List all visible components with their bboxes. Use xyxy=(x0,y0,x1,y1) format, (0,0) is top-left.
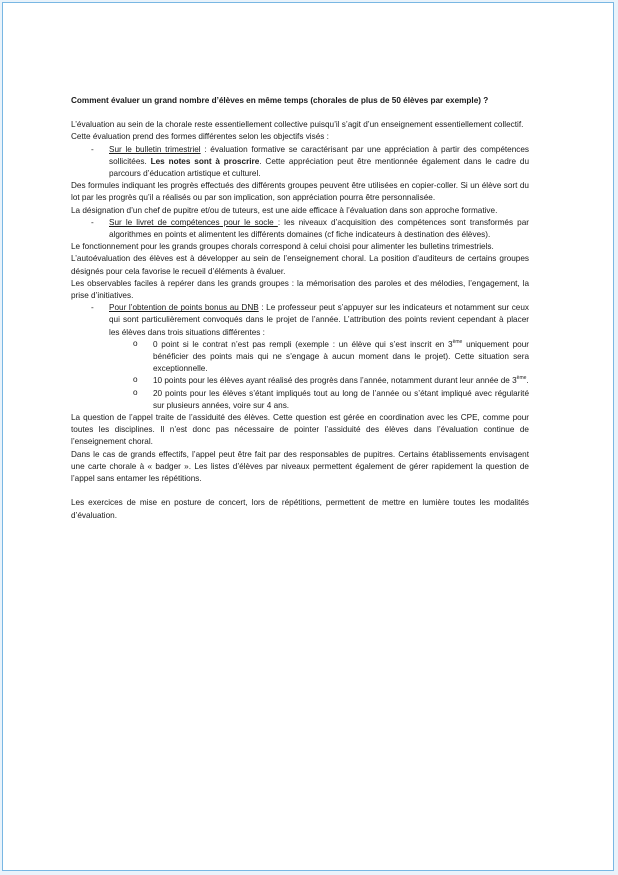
paragraph-chef-pupitre: La désignation d’un chef de pupitre et/ou de tuteurs, est une aide efficace à l’évaluation dans son approche formative. xyxy=(71,205,498,215)
sub-bullet-list xyxy=(109,339,529,412)
bullet-label: Sur le bulletin trimestriel xyxy=(109,144,201,154)
paragraph-formules: Des formules indiquant les progrès effectués des différents groupes peuvent être utilisées en copier-coller. Si un élève sort du lot par les progrès qu’il a réalisés ou par son implication, son appréciation pourra être personnalisée. xyxy=(71,181,529,203)
paragraph-forms: Cette évaluation prend des formes différentes selon les objectifs visés : xyxy=(71,132,329,142)
document-body xyxy=(71,95,529,522)
circle-marker: o xyxy=(133,338,138,348)
bullet-emphasis: Les notes sont à proscrire xyxy=(150,156,260,166)
bullet-label: Pour l’obtention de points bonus au DNB xyxy=(109,303,259,313)
circle-marker: o xyxy=(133,375,138,385)
bullet-list-3 xyxy=(71,302,529,412)
sub-bullet-0-points xyxy=(109,339,529,376)
bullet-bulletin-trimestriel xyxy=(71,144,529,181)
circle-marker: o xyxy=(133,387,138,397)
bullet-text: : évaluation formative se caractérisant par une appréciation à partir des compétences sollicitées. xyxy=(109,144,529,166)
paragraph-appel: La question de l’appel traite de l’assiduité des élèves. Cette question est gérée en coordination avec les CPE, comme pour toutes les disciplines. Il n’est donc pas nécessaire de pointer l’assiduité des élèves dans l’évaluation continue de l’enseignement choral. xyxy=(71,413,529,447)
bullet-list-1 xyxy=(71,144,529,181)
sub-bullet-20-points xyxy=(109,388,529,412)
bullet-text: : les niveaux d’acquisition des compétences sont transformés par algorithmes en points et alimentent les différents domaines (cf fiche indicateurs à destination des élèves). xyxy=(109,217,529,240)
sub-bullet-text: 10 points pour les élèves ayant réalisé des progrès dans l’année, notamment durant leur année de 3 xyxy=(153,376,517,386)
document-page xyxy=(2,2,614,871)
sub-bullet-10-points xyxy=(109,375,529,387)
bullet-points-bonus-dnb xyxy=(71,302,529,412)
document-heading: Comment évaluer un grand nombre d’élèves en même temps (chorales de plus de 50 élèves par exemple) ? xyxy=(71,96,489,105)
bullet-text: . Cette appréciation peut être mentionnée également dans le cadre du parcours d’éducation artistique et culturel. xyxy=(109,156,529,179)
sub-bullet-text: . xyxy=(526,376,529,386)
bullet-livret-competences xyxy=(71,217,529,241)
paragraph-grands-effectifs: Dans le cas de grands effectifs, l’appel peut être fait par des responsables de pupitres. Certains établissements envisagent une carte chorale à « badger ». Les listes d’élèves par niveaux permettent également de gérer rapidement la question de l’appel sans entamer les répétitions. xyxy=(71,449,529,484)
paragraph-fonctionnement: Le fonctionnement pour les grands groupes chorals correspond à celui choisi pour alimenter les bulletins trimestriels. xyxy=(71,242,494,252)
sub-bullet-text: uniquement pour bénéficier des points mais qui ne s’engage à aucun moment dans le projet). Cette situation sera exceptionnelle. xyxy=(153,339,529,374)
paragraph-autoevaluation: L’autoévaluation des élèves est à développer au sein de l’enseignement choral. La position d’auditeurs de certains groupes désignés pour cela favorise le recueil d’éléments à évaluer. xyxy=(71,254,529,276)
sub-bullet-text: 0 point si le contrat n’est pas rempli (exemple : un élève qui s’est inscrit en 3 xyxy=(153,339,453,349)
dash-marker: - xyxy=(91,217,94,227)
dash-marker: - xyxy=(91,144,94,154)
dash-marker: - xyxy=(91,303,94,313)
paragraph-intro: L’évaluation au sein de la chorale reste essentiellement collective puisqu’il s’agit d’un enseignement essentiellement collectif. xyxy=(71,120,524,130)
bullet-text: : Le professeur peut s’appuyer sur les indicateurs et notamment sur ceux qui sont particulièrement convoqués dans le projet de l’année. L’attribution des points revient cependant à placer les élèves dans trois situations différentes : xyxy=(109,303,529,337)
sub-bullet-text: 20 points pour les élèves s’étant impliqués tout au long de l’année ou s’étant impliqué avec régularité sur plusieurs années, voire sur 4 ans. xyxy=(153,388,529,410)
paragraph-exercices: Les exercices de mise en posture de concert, lors de répétitions, permettent de mettre en lumière toutes les modalités d’évaluation. xyxy=(71,498,529,520)
superscript: ème xyxy=(452,338,463,345)
paragraph-observables: Les observables faciles à repérer dans les grands groupes : la mémorisation des paroles et des mélodies, l’engagement, la prise d’initiatives. xyxy=(71,278,529,301)
bullet-label: Sur le livret de compétences pour le socle xyxy=(109,217,278,227)
superscript: ème xyxy=(516,375,527,382)
bullet-list-2 xyxy=(71,217,529,241)
